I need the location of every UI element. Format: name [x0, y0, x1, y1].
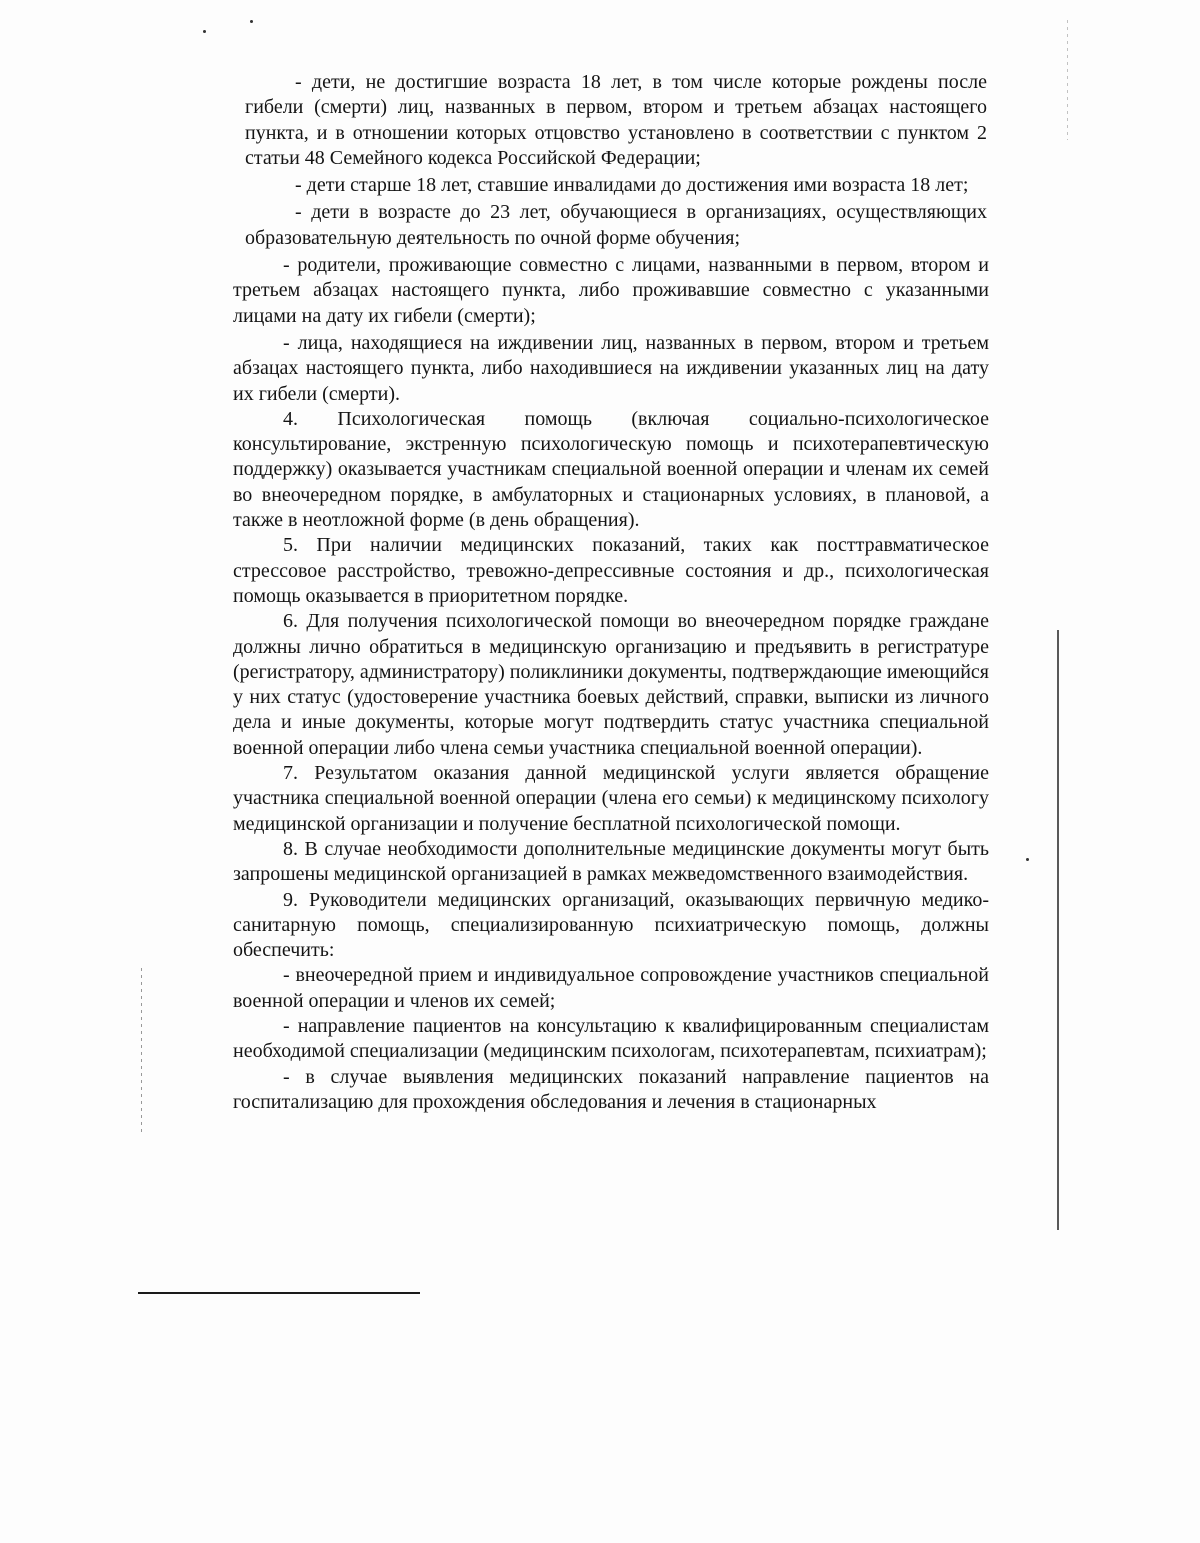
document-body [233, 70, 989, 1115]
scan-speck-top-left [203, 30, 206, 33]
paragraph-extraordinary-reception: - внеочередной прием и индивидуальное сопровождение участников специальной военной операции и членов их семей; [233, 964, 989, 1012]
paragraph-item-8: 8. В случае необходимости дополнительные медицинские документы могут быть запрошены медицинской организацией в рамках межведомственного взаимодействия. [233, 837, 989, 886]
scan-edge-mark-right-upper [1067, 20, 1068, 140]
paragraph-dependents: - лица, находящиеся на иждивении лиц, названных в первом, втором и третьем абзацах настоящего пункта, либо находившиеся на иждивении указанных лиц на дату их гибели (смерти). [233, 331, 989, 405]
scan-edge-mark-left [141, 968, 142, 1136]
scan-edge-line-right [1057, 630, 1059, 1230]
paragraph-hospitalization: - в случае выявления медицинских показаний направление пациентов на госпитализацию для прохождения обследования и лечения в стационарных [233, 1065, 989, 1113]
paragraph-referral-specialists: - направление пациентов на консультацию к квалифицированным специалистам необходимой специализации (медицинским психологам, психотерапевтам, психиатрам); [233, 1014, 989, 1063]
paragraph-children-students: - дети в возрасте до 23 лет, обучающиеся в организациях, осуществляющих образовательную деятельность по очной форме обучения; [245, 201, 987, 249]
paragraph-children-under-18: - дети, не достигшие возраста 18 лет, в том числе которые рождены после гибели (смерти) лиц, названных в первом, втором и третьем абзацах настоящего пункта, и в отношении которых отцовство установлено в соответствии с пунктом 2 статьи 48 Семейного кодекса Российской Федерации; [245, 71, 987, 169]
paragraph-item-4: 4. Психологическая помощь (включая социально-психологическое консультирование, экстренную психологическую помощь и психотерапевтическую поддержку) оказывается участникам специальной военной операции и членам их семей во внеочередном порядке, в амбулаторных и стационарных условиях, в плановой, а также в неотложной форме (в день обращения). [233, 407, 989, 532]
paragraph-children-over-18: - дети старше 18 лет, ставшие инвалидами до достижения ими возраста 18 лет; [295, 174, 969, 197]
scan-speck-right [1026, 858, 1029, 861]
paragraph-item-9: 9. Руководители медицинских организаций, оказывающих первичную медико-санитарную помощь, специализированную психиатрическую помощь, должны обеспечить: [233, 888, 989, 962]
scan-speck-top [250, 20, 253, 23]
paragraph-item-7: 7. Результатом оказания данной медицинской услуги является обращение участника специальной военной операции (члена его семьи) к медицинскому психологу медицинской организации и получение бесплатной психологической помощи. [233, 762, 989, 835]
paragraph-parents: - родители, проживающие совместно с лицами, названными в первом, втором и третьем абзацах настоящего пункта, либо проживавшие совместно с указанными лицами на дату их гибели (смерти); [233, 254, 989, 327]
footnote-separator-line [138, 1292, 420, 1294]
paragraph-item-5: 5. При наличии медицинских показаний, таких как посттравматическое стрессовое расстройство, тревожно-депрессивные состояния и др., психологическая помощь оказывается в приоритетном порядке. [233, 534, 989, 607]
paragraph-item-6: 6. Для получения психологической помощи во внеочередном порядке граждане должны лично обратиться в медицинскую организацию и предъявить в регистратуре (регистратору, администратору) поликлиники документы, подтверждающие имеющийся у них статус (удостоверение участника боевых действий, справки, выписки из личного дела и иные документы, которые могут подтвердить статус участника специальной военной операции либо члена семьи участника специальной военной операции). [233, 610, 989, 759]
